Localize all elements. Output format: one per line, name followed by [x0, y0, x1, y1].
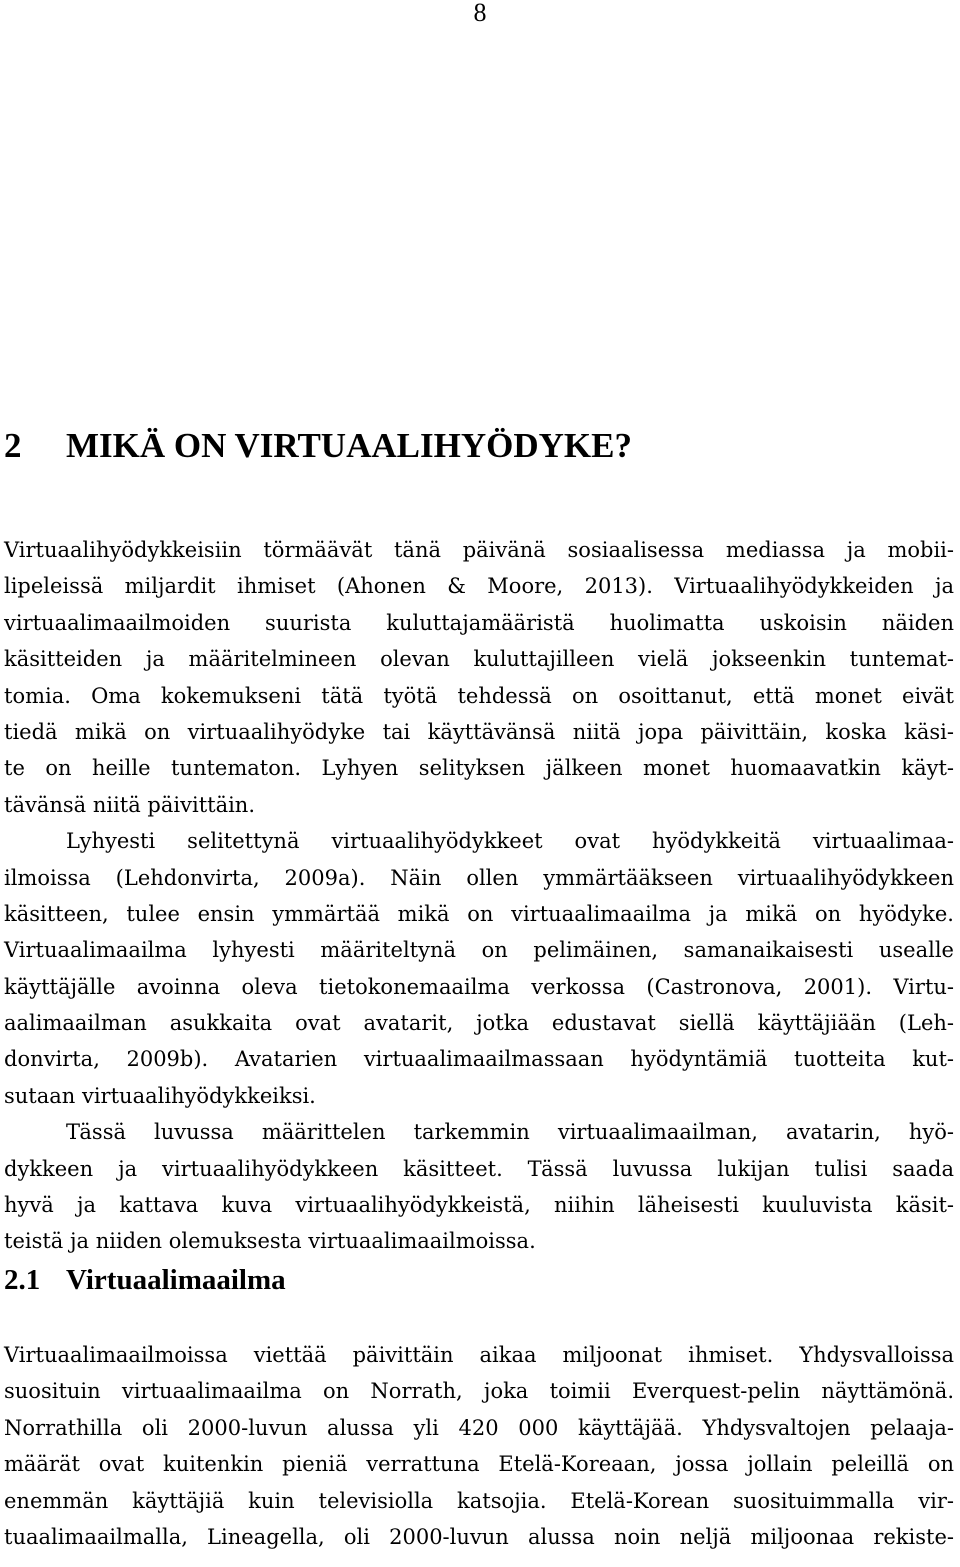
chapter-title: MIKÄ ON VIRTUAALIHYÖDYKE? — [66, 426, 632, 465]
section-title: Virtuaalimaailma — [66, 1264, 286, 1296]
chapter-heading — [4, 424, 632, 468]
text-line: donvirta, 2009b). Avatarien virtuaalimaailmassaan hyödyntämiä tuotteita kut- — [4, 1047, 954, 1072]
text-line: te on heille tuntematon. Lyhyen selityksen jälkeen monet huomaavatkin käyt- — [4, 756, 954, 781]
text-line: käsitteen, tulee ensin ymmärtää mikä on virtuaalimaailma ja mikä on hyödyke. — [4, 901, 954, 926]
text-line: Virtuaalimaailmoissa viettää päivittäin aikaa miljoonat ihmiset. Yhdysvalloissa — [4, 1343, 954, 1367]
text-line: käsitteiden ja määritelmineen olevan kuluttajilleen vielä jokseenkin tuntemat- — [4, 647, 954, 672]
text-line: käyttäjälle avoinna oleva tietokonemaailma verkossa (Castronova, 2001). Virtu- — [4, 974, 954, 999]
text-line: hyvä ja kattava kuva virtuaalihyödykkeistä, niihin läheisesti kuuluvista käsit- — [4, 1193, 954, 1218]
section-number: 2.1 — [4, 1264, 41, 1296]
text-line: sutaan virtuaalihyödykkeiksi. — [4, 1083, 316, 1108]
text-line: aalimaailman asukkaita ovat avatarit, jotka edustavat siellä käyttäjiään (Leh- — [4, 1011, 954, 1036]
text-line: määrät ovat kuitenkin pieniä verrattuna Etelä-Koreaan, jossa jollain peleillä on — [4, 1452, 954, 1477]
section-heading — [4, 1260, 286, 1300]
text-line: Tässä luvussa määrittelen tarkemmin virtuaalimaailman, avatarin, hyö- — [66, 1120, 954, 1145]
text-line: dykkeen ja virtuaalihyödykkeen käsitteet. Tässä luvussa lukijan tulisi saada — [4, 1156, 954, 1181]
text-line: virtuaalimaailmoiden suurista kuluttajamääristä huolimatta uskoisin näiden — [4, 610, 954, 635]
text-line: Virtuaalihyödykkeisiin törmäävät tänä päivänä sosiaalisessa mediassa ja mobii- — [4, 538, 954, 562]
text-line: Lyhyesti selitettynä virtuaalihyödykkeet ovat hyödykkeitä virtuaalimaa- — [66, 829, 954, 854]
chapter-body — [4, 532, 954, 1260]
section-body — [4, 1337, 954, 1555]
text-line: Norrathilla oli 2000-luvun alussa yli 420 000 käyttäjää. Yhdysvaltojen pelaaja- — [4, 1415, 954, 1440]
page-number: 8 — [473, 0, 487, 27]
text-line: tiedä mikä on virtuaalihyödyke tai käyttävänsä niitä jopa päivittäin, koska käsi- — [4, 719, 954, 744]
text-line: Virtuaalimaailma lyhyesti määriteltynä on pelimäinen, samanaikaisesti usealle — [4, 938, 954, 963]
text-line: tävänsä niitä päivittäin. — [4, 792, 256, 817]
text-line: ilmoissa (Lehdonvirta, 2009a). Näin ollen ymmärtääkseen virtuaalihyödykkeen — [4, 865, 954, 890]
chapter-number: 2 — [4, 426, 22, 465]
text-line: suosituin virtuaalimaailma on Norrath, joka toimii Everquest-pelin näyttämönä. — [4, 1379, 954, 1404]
text-line: tomia. Oma kokemukseni tätä työtä tehdessä on osoittanut, että monet eivät — [4, 683, 954, 708]
text-line: teistä ja niiden olemuksesta virtuaalimaailmoissa. — [4, 1229, 536, 1254]
text-line: enemmän käyttäjiä kuin televisiolla katsojia. Etelä-Korean suosituimmalla vir- — [4, 1488, 954, 1513]
text-line: lipeleissä miljardit ihmiset (Ahonen & Moore, 2013). Virtuaalihyödykkeiden ja — [4, 574, 954, 599]
text-line: tuaalimaailmalla, Lineagella, oli 2000-luvun alussa noin neljä miljoonaa rekiste- — [4, 1524, 954, 1549]
